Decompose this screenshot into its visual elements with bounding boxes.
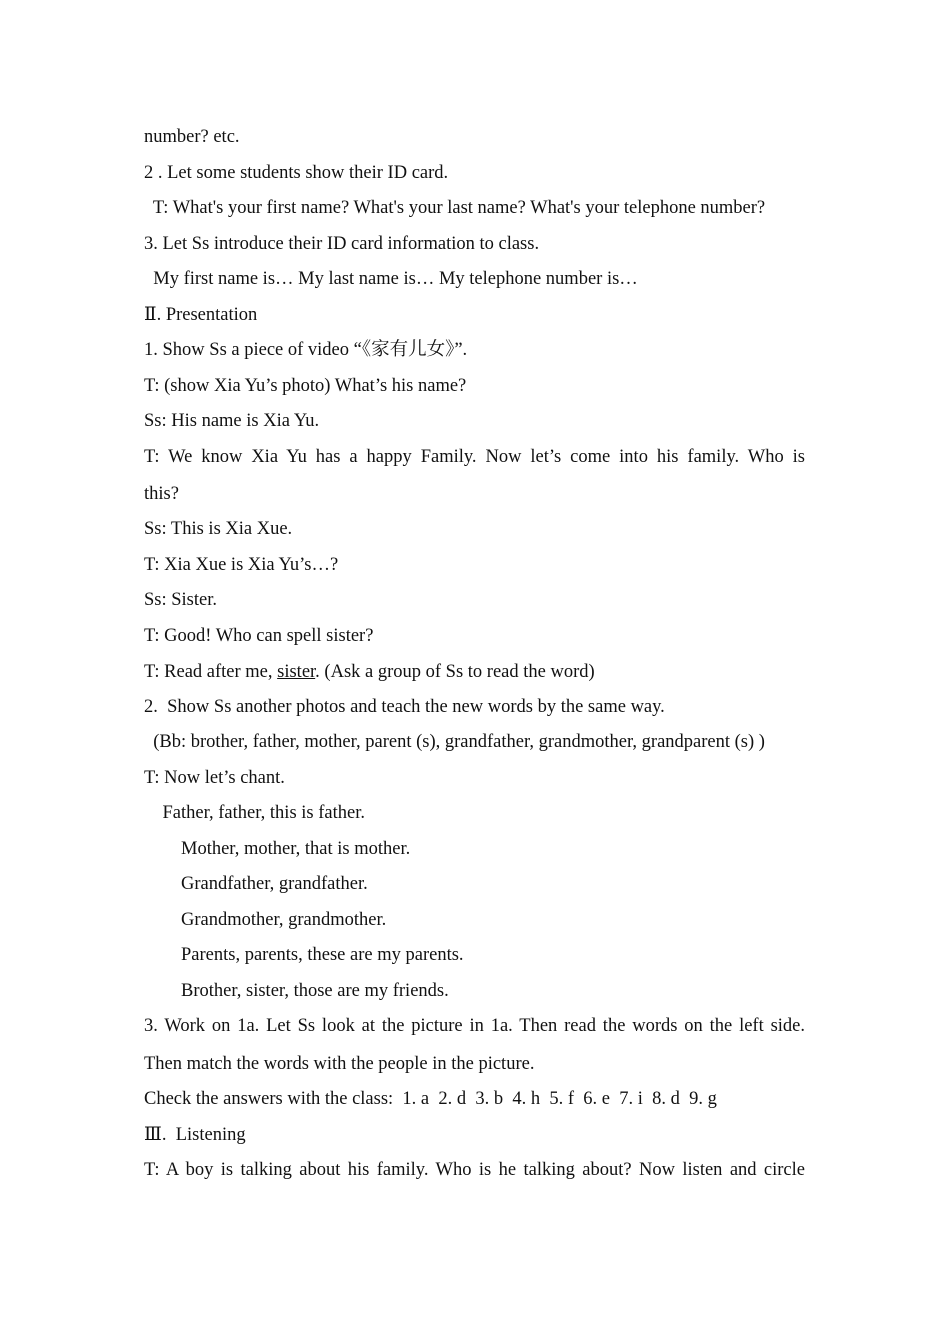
text-line-1: number? etc. xyxy=(144,127,240,147)
underlined-word: sister xyxy=(277,662,316,682)
section-heading-presentation: Ⅱ. Presentation xyxy=(144,305,258,325)
text-line-17: 2. Show Ss another photos and teach the new words by the same way. xyxy=(144,697,665,717)
chant-line-6: Brother, sister, those are my friends. xyxy=(144,981,449,1001)
answers-line: Check the answers with the class: 1. a 2. d 3. b 4. h 5. f 6. e 7. i 8. d 9. g xyxy=(144,1089,717,1109)
text-line-15: T: Good! Who can spell sister? xyxy=(144,626,374,646)
text-line-7: 1. Show Ss a piece of video “《家有儿女》”. xyxy=(144,340,468,360)
text-line-10: T: We know Xia Yu has a happy Family. Now let’s come into his family. Who is xyxy=(144,447,805,467)
text-line-26: 3. Work on 1a. Let Ss look at the picture in 1a. Then read the words on the left side. xyxy=(144,1016,805,1036)
text-line-18: (Bb: brother, father, mother, parent (s), grandfather, grandmother, grandparent (s) ) xyxy=(144,732,765,752)
section-heading-listening: Ⅲ. Listening xyxy=(144,1125,246,1145)
text-line-13: T: Xia Xue is Xia Yu’s…? xyxy=(144,555,339,575)
read-line-before: T: Read after me, xyxy=(144,662,278,682)
text-line-3: T: What's your first name? What's your last name? What's your telephone number? xyxy=(144,198,766,218)
text-line-8: T: (show Xia Yu’s photo) What’s his name? xyxy=(144,376,467,396)
chant-line-2: Mother, mother, that is mother. xyxy=(144,839,411,859)
text-line-12: Ss: This is Xia Xue. xyxy=(144,519,293,539)
chant-line-4: Grandmother, grandmother. xyxy=(144,910,387,930)
read-line-after: . (Ask a group of Ss to read the word) xyxy=(315,662,595,682)
chant-line-1: Father, father, this is father. xyxy=(144,803,365,823)
chant-line-3: Grandfather, grandfather. xyxy=(144,874,368,894)
text-line-30: T: A boy is talking about his family. Who is he talking about? Now listen and circle xyxy=(144,1160,805,1180)
text-line-19: T: Now let’s chant. xyxy=(144,768,285,788)
text-line-2: 2 . Let some students show their ID card. xyxy=(144,163,449,183)
chant-line-5: Parents, parents, these are my parents. xyxy=(144,945,464,965)
text-line-14: Ss: Sister. xyxy=(144,590,217,610)
text-line-11: this? xyxy=(144,484,179,504)
text-line-4: 3. Let Ss introduce their ID card information to class. xyxy=(144,234,540,254)
text-line-9: Ss: His name is Xia Yu. xyxy=(144,411,320,431)
text-line-5: My first name is… My last name is… My telephone number is… xyxy=(144,269,638,289)
text-line-16 xyxy=(144,661,805,683)
text-line-27: Then match the words with the people in the picture. xyxy=(144,1054,535,1074)
